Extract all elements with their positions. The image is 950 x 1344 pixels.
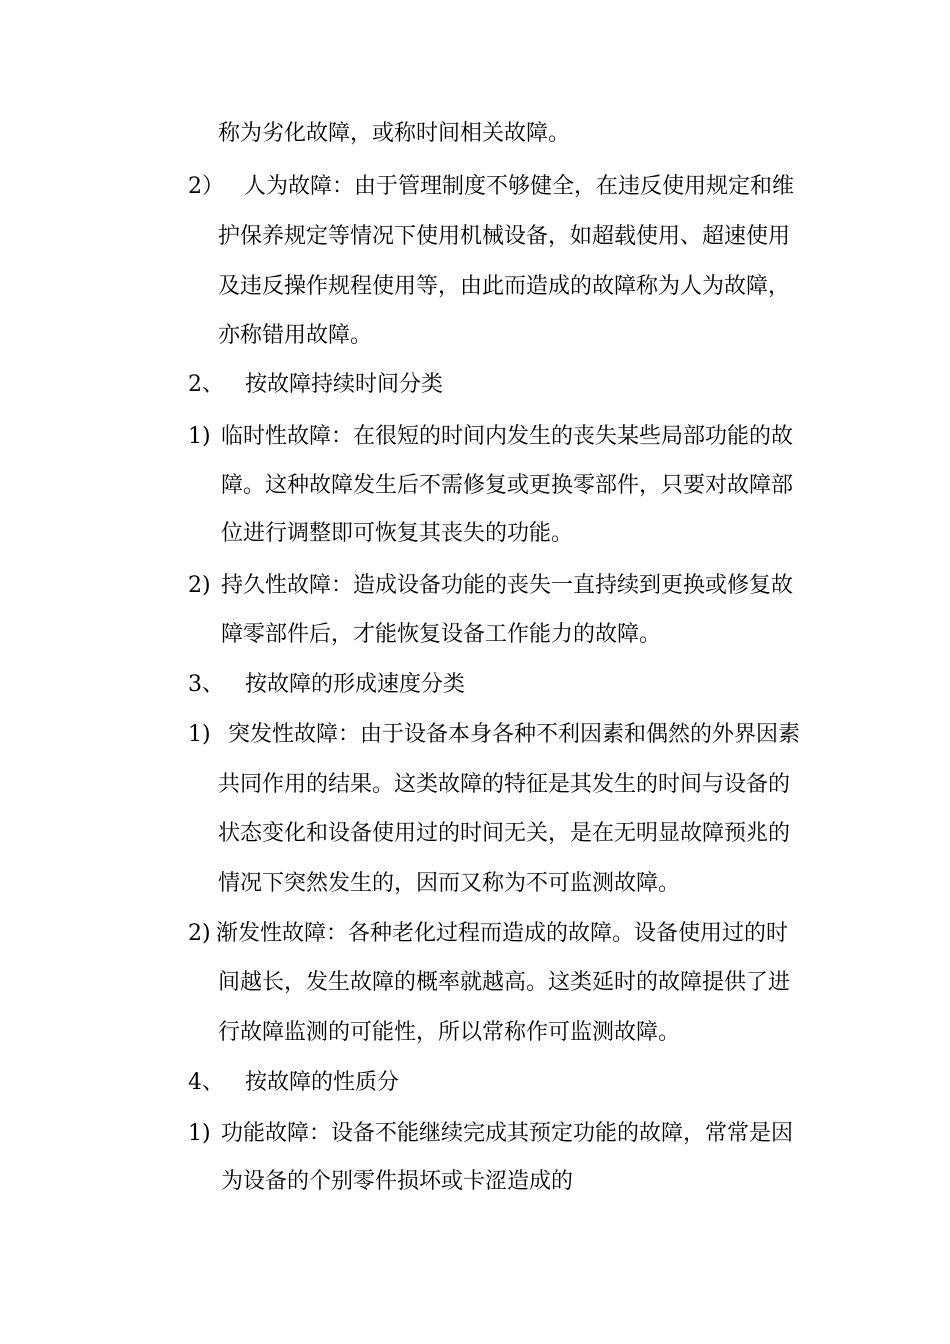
text-line: 功能故障：设备不能继续完成其预定功能的故障，常常是因: [221, 1121, 794, 1146]
list-marker: 1): [188, 424, 211, 449]
list-marker: 2): [188, 921, 211, 946]
text-line: 渐发性故障：各种老化过程而造成的故障。设备使用过的时: [216, 921, 789, 946]
list-marker: 1): [188, 722, 211, 747]
text-line: 共同作用的结果。这类故障的特征是其发生的时间与设备的: [218, 772, 791, 797]
section-marker: 2、: [188, 372, 224, 397]
list-marker: 2): [188, 573, 211, 598]
text-line: 持久性故障：造成设备功能的丧失一直持续到更换或修复故: [221, 573, 794, 598]
text-line: 障零部件后，才能恢复设备工作能力的故障。: [221, 622, 662, 647]
text-line: 位进行调整即可恢复其丧失的功能。: [221, 521, 574, 546]
text-line: 行故障监测的可能性，所以常称作可监测故障。: [218, 1020, 681, 1045]
text-line: 状态变化和设备使用过的时间无关，是在无明显故障预兆的: [218, 821, 791, 846]
text-line: 情况下突然发生的，因而又称为不可监测故障。: [218, 871, 681, 896]
text-line: 障。这种故障发生后不需修复或更换零部件，只要对故障部: [221, 473, 794, 498]
section-heading: 按故障的形成速度分类: [245, 672, 466, 697]
section-marker: 4、: [188, 1070, 224, 1095]
text-line: 突发性故障：由于设备本身各种不利因素和偶然的外界因素: [228, 722, 801, 747]
text-line: 亦称错用故障。: [218, 323, 373, 348]
text-line: 人为故障：由于管理制度不够健全，在违反使用规定和维: [244, 174, 795, 199]
section-marker: 3、: [188, 672, 224, 697]
list-marker: 2）: [188, 174, 224, 199]
text-line: 称为劣化故障，或称时间相关故障。: [218, 121, 571, 146]
text-line: 为设备的个别零件损坏或卡涩造成的: [221, 1169, 574, 1194]
text-line: 及违反操作规程使用等，由此而造成的故障称为人为故障，: [218, 274, 791, 299]
text-line: 间越长，发生故障的概率就越高。这类延时的故障提供了进: [218, 970, 791, 995]
section-heading: 按故障的性质分: [245, 1070, 400, 1095]
text-line: 护保养规定等情况下使用机械设备，如超载使用、超速使用: [218, 224, 791, 249]
list-marker: 1): [188, 1121, 211, 1146]
text-line: 临时性故障：在很短的时间内发生的丧失某些局部功能的故: [221, 424, 794, 449]
section-heading: 按故障持续时间分类: [245, 372, 444, 397]
